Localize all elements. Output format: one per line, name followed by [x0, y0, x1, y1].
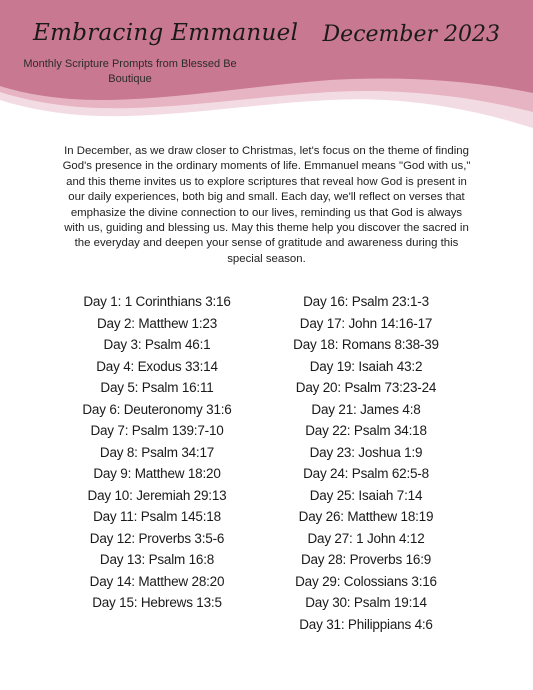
day-entry: Day 5: Psalm 16:11 — [100, 380, 214, 395]
day-entry: Day 9: Matthew 18:20 — [93, 466, 221, 481]
day-entry: Day 24: Psalm 62:5-8 — [303, 466, 429, 481]
day-entry: Day 23: Joshua 1:9 — [309, 444, 423, 460]
page-subtitle: Monthly Scripture Prompts from Blessed Be Boutique — [23, 58, 237, 85]
day-entry: Day 4: Exodus 33:14 — [96, 358, 218, 374]
day-entry: Day 26: Matthew 18:19 — [298, 509, 434, 524]
day-entry: Day 27: 1 John 4:12 — [307, 530, 425, 546]
header-banner — [0, 0, 533, 140]
day-entry: Day 14: Matthew 28:20 — [89, 573, 225, 589]
month-label: December 2023 — [322, 22, 500, 47]
day-entry: Day 17: John 14:16-17 — [299, 315, 433, 331]
day-entry: Day 20: Psalm 73:23-24 — [295, 380, 437, 395]
day-entry: Day 16: Psalm 23:1-3 — [303, 294, 429, 309]
day-entry: Day 19: Isaiah 43:2 — [309, 358, 423, 374]
day-list-right — [266, 291, 466, 635]
day-entry: Day 1: 1 Corinthians 3:16 — [83, 294, 231, 309]
page-title: Embracing Emmanuel — [33, 20, 299, 46]
day-entry: Day 12: Proverbs 3:5-6 — [89, 530, 225, 546]
day-entry: Day 30: Psalm 19:14 — [305, 595, 427, 610]
day-entry: Day 6: Deuteronomy 31:6 — [82, 401, 232, 417]
intro-paragraph: In December, as we draw closer to Christmas, let's focus on the theme of finding God's presence in the ordinary moments of life. Emmanuel means "God with us," and this theme invites us to explore scriptures that reveal how God is present in our daily experiences, both big and small. Each day, we'll reflect on verses that emphasize the divine connection to our lives, reminding us that God is always with us, guiding and blessing us. May this theme help you discover the sacred in the everyday and deepen your sense of gratitude and awareness during this special season. — [62, 145, 471, 265]
day-entry: Day 15: Hebrews 13:5 — [92, 595, 222, 610]
day-entry: Day 13: Psalm 16:8 — [99, 552, 215, 567]
day-entry: Day 3: Psalm 46:1 — [103, 337, 211, 352]
day-entry: Day 31: Philippians 4:6 — [299, 616, 433, 632]
day-entry: Day 10: Jeremiah 29:13 — [87, 487, 227, 503]
day-entry: Day 11: Psalm 145:18 — [93, 509, 221, 524]
day-entry: Day 28: Proverbs 16:9 — [300, 552, 432, 567]
day-list-left — [57, 291, 257, 614]
day-entry: Day 2: Matthew 1:23 — [96, 315, 217, 331]
day-entry: Day 29: Colossians 3:16 — [295, 573, 437, 589]
day-entry: Day 22: Psalm 34:18 — [305, 423, 427, 438]
day-entry: Day 25: Isaiah 7:14 — [309, 487, 423, 503]
day-entry: Day 18: Romans 8:38-39 — [293, 337, 439, 352]
day-entry: Day 7: Psalm 139:7-10 — [90, 423, 224, 438]
day-entry: Day 8: Psalm 34:17 — [99, 444, 215, 460]
day-entry: Day 21: James 4:8 — [311, 401, 421, 417]
